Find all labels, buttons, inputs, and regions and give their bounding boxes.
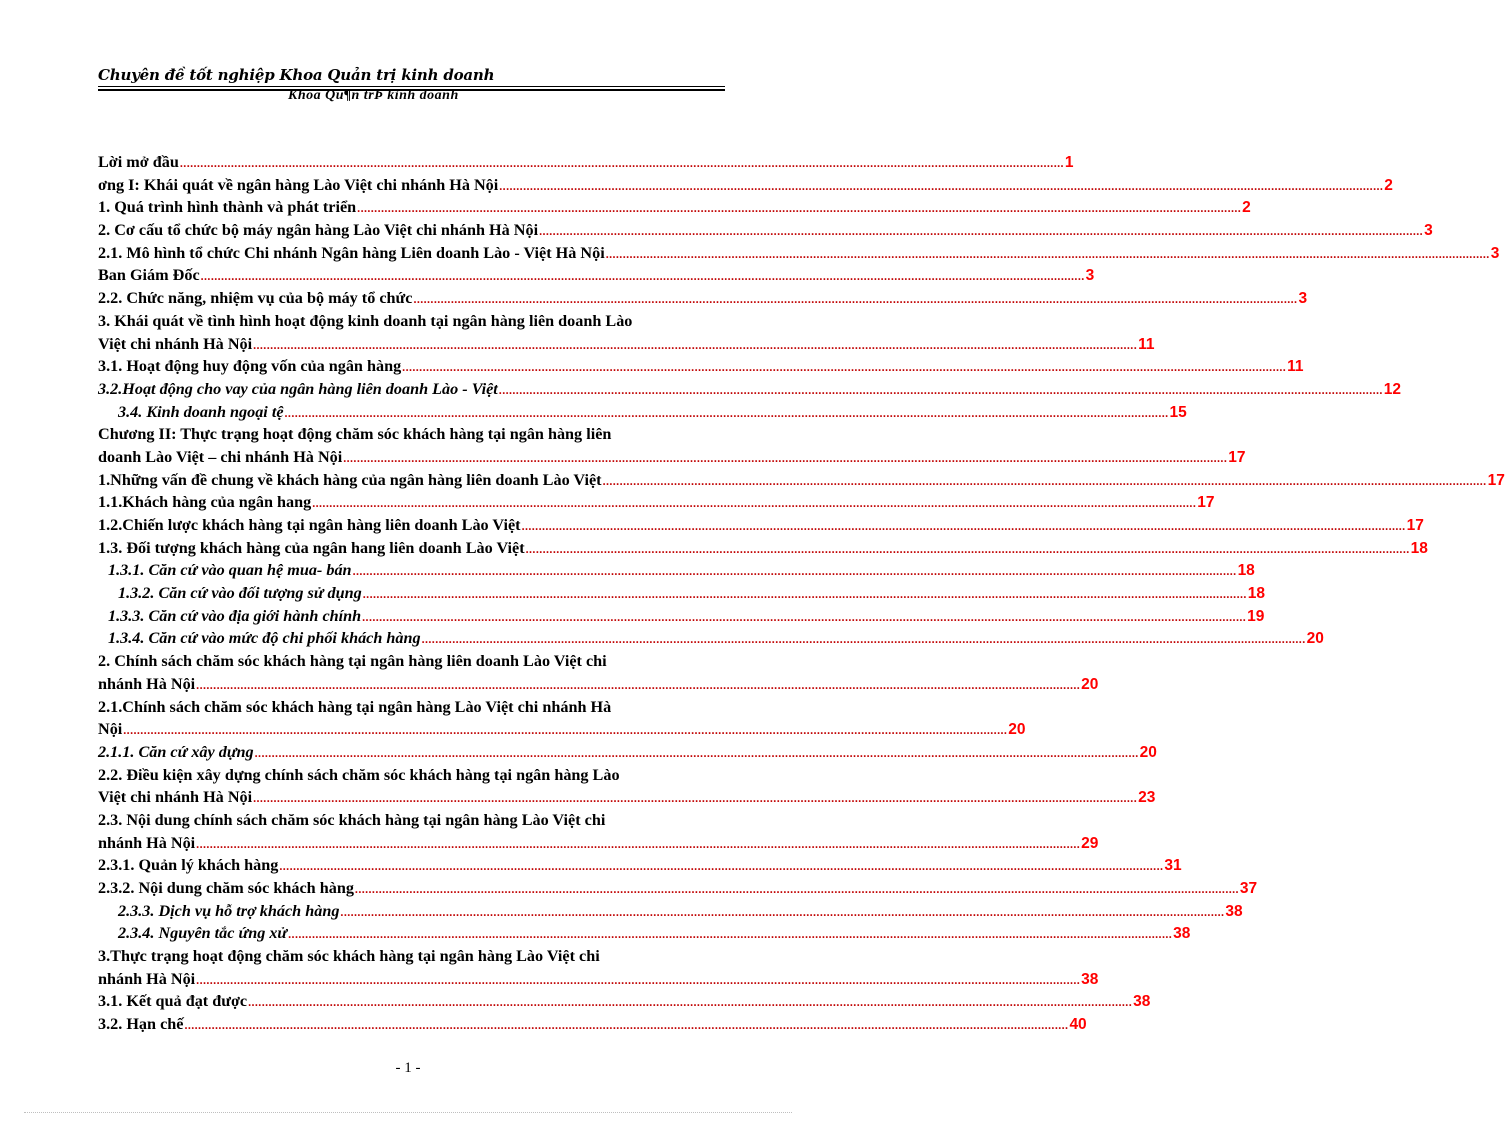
toc-dot-leader: .................................................................................................................................................................................................................................................................... <box>362 609 1247 624</box>
header-subtitle: Khoa Qu¶n trÞ kinh doanh <box>288 88 459 103</box>
toc-page-number: 20 <box>1139 743 1157 761</box>
toc-dot-leader: .................................................................................................................................................................................................................................................................... <box>248 995 1133 1010</box>
toc-entry[interactable] <box>98 718 1026 741</box>
toc-entry[interactable] <box>98 582 1266 605</box>
toc-entry-title: nhánh Hà Nội <box>98 674 196 693</box>
toc-page-number: 17 <box>1228 448 1246 466</box>
toc-entry-title: Lời mở đầu <box>98 153 179 171</box>
toc-entry-title: 1.3.4. Căn cứ vào mức độ chi phối khách hàng <box>108 629 421 648</box>
toc-dot-leader: .................................................................................................................................................................................................................................................................... <box>279 859 1164 874</box>
toc-entry-title: 2.3.3. Dịch vụ hỗ trợ khách hàng <box>118 901 340 920</box>
toc-entry-title: ơng I: Khái quát về ngân hàng Lào Việt chi nhánh Hà Nội <box>98 175 499 194</box>
toc-dot-leader: .................................................................................................................................................................................................................................................................... <box>312 496 1197 511</box>
toc-page-number: 18 <box>1247 585 1266 603</box>
toc-dot-leader: .................................................................................................................................................................................................................................................................... <box>499 178 1384 193</box>
toc-dot-leader: .................................................................................................................................................................................................................................................................... <box>123 723 1008 738</box>
toc-entry[interactable] <box>98 219 1433 242</box>
toc-page-number: 38 <box>1133 993 1151 1011</box>
toc-page-number: 29 <box>1081 834 1099 852</box>
toc-entry-title: 2.3. Nội dung chính sách chăm sóc khách hàng tại ngân hàng Lào Việt chi <box>98 810 606 829</box>
toc-entry-title: 2.3.1. Quản lý khách hàng <box>98 856 279 875</box>
toc-entry[interactable] <box>98 650 700 673</box>
toc-entry[interactable] <box>98 333 1155 356</box>
toc-page-number: 38 <box>1173 925 1191 943</box>
header-title: Chuyên đề tốt nghiệp Khoa Quản trị kinh doanh <box>98 66 495 84</box>
toc-page-number: 40 <box>1069 1016 1087 1034</box>
toc-page-number: 12 <box>1383 380 1402 398</box>
toc-page-number: 2 <box>1242 199 1251 217</box>
toc-page-number: 20 <box>1306 630 1324 648</box>
toc-entry-title: 1.Những vấn đề chung về khách hàng của ngân hàng liên doanh Lào Việt <box>98 470 602 489</box>
toc-entry[interactable] <box>98 559 1255 582</box>
toc-page-number: 17 <box>1197 494 1215 512</box>
toc-dot-leader: .................................................................................................................................................................................................................................................................... <box>184 1018 1069 1033</box>
toc-page-number: 3 <box>1424 222 1433 240</box>
toc-entry-title: Ban Giám Đốc <box>98 266 200 285</box>
toc-entry-title: nhánh Hà Nội <box>98 969 196 988</box>
toc-entry[interactable] <box>98 990 1151 1013</box>
toc-entry[interactable] <box>98 764 700 787</box>
toc-entry[interactable] <box>98 741 1157 764</box>
toc-entry-title: 2.1.1. Căn cứ xây dựng <box>98 742 254 761</box>
toc-page-number: 2 <box>1384 176 1393 194</box>
page-bottom-border <box>24 1112 792 1113</box>
toc-dot-leader: .................................................................................................................................................................................................................................................................... <box>288 927 1173 942</box>
toc-entry-title: 3.4. Kinh doanh ngoại tệ <box>118 402 284 421</box>
toc-entry[interactable] <box>98 446 1246 469</box>
toc-dot-leader: .................................................................................................................................................................................................................................................................... <box>525 541 1410 556</box>
toc-entry[interactable] <box>98 809 700 832</box>
toc-page-number: 3 <box>1490 244 1500 262</box>
toc-entry-title: 2.2. Chức năng, nhiệm vụ của bộ máy tổ chức <box>98 289 413 308</box>
toc-entry-title: 3.2.Hoạt động cho vay của ngân hàng liên doanh Lào - Việt <box>98 379 498 398</box>
toc-entry-title: 3.Thực trạng hoạt động chăm sóc khách hàng tại ngân hàng Lào Việt chi <box>98 947 600 966</box>
toc-entry[interactable] <box>98 854 1182 877</box>
toc-entry-title: Nội <box>98 720 123 739</box>
toc-entry-title: 2. Chính sách chăm sóc khách hàng tại ngân hàng liên doanh Lào Việt chi <box>98 652 607 671</box>
toc-entry-title: 1.3.1. Căn cứ vào quan hệ mua- bán <box>108 561 352 580</box>
toc-entry-title: 1.2.Chiến lược khách hàng tại ngân hàng liên doanh Lào Việt <box>98 516 521 534</box>
table-of-contents <box>98 151 1505 1036</box>
toc-entry[interactable] <box>98 900 1243 923</box>
toc-entry[interactable] <box>98 469 1505 492</box>
toc-entry[interactable] <box>98 1013 1087 1036</box>
toc-page-number: 31 <box>1164 857 1182 875</box>
toc-entry-title: 1.1.Khách hàng của ngân hang <box>98 493 312 512</box>
toc-entry[interactable] <box>98 401 1187 424</box>
toc-entry[interactable] <box>98 491 1215 514</box>
toc-page-number: 11 <box>1138 335 1155 353</box>
toc-entry-title: 3.1. Hoạt động huy động vốn của ngân hàng <box>98 357 402 376</box>
toc-dot-leader: .................................................................................................................................................................................................................................................................... <box>200 269 1085 284</box>
toc-page-number: 38 <box>1225 902 1243 920</box>
toc-dot-leader: .................................................................................................................................................................................................................................................................... <box>196 972 1081 987</box>
toc-entry[interactable] <box>98 627 1324 650</box>
toc-dot-leader: .................................................................................................................................................................................................................................................................... <box>402 360 1287 375</box>
toc-dot-leader: .................................................................................................................................................................................................................................................................... <box>413 292 1298 307</box>
toc-entry-title: 1.3.2. Căn cứ vào đối tượng sử dụng <box>118 584 362 603</box>
toc-dot-leader: .................................................................................................................................................................................................................................................................... <box>352 564 1237 579</box>
header-rule-thin <box>98 86 725 87</box>
toc-page-number: 38 <box>1081 970 1099 988</box>
toc-dot-leader: .................................................................................................................................................................................................................................................................... <box>354 882 1239 896</box>
toc-entry-title: 3.2. Hạn chế <box>98 1015 184 1034</box>
toc-entry[interactable] <box>98 355 1304 378</box>
toc-page-number: 20 <box>1081 675 1099 693</box>
toc-entry-title: Chương II: Thực trạng hoạt động chăm sóc khách hàng tại ngân hàng liên <box>98 425 612 444</box>
toc-page-number: 3 <box>1085 267 1095 285</box>
toc-page-number: 15 <box>1169 403 1187 421</box>
toc-entry[interactable] <box>98 877 1258 900</box>
toc-dot-leader: .................................................................................................................................................................................................................................................................... <box>362 587 1247 602</box>
toc-dot-leader: .................................................................................................................................................................................................................................................................... <box>254 745 1139 760</box>
toc-entry-title: 1. Quá trình hình thành và phát triển <box>98 198 357 217</box>
toc-entry-title: 2.1. Mô hình tổ chức Chi nhánh Ngân hàng Liên doanh Lào - Việt Hà Nội <box>98 243 605 262</box>
toc-entry-title: 2.1.Chính sách chăm sóc khách hàng tại ngân hàng Lào Việt chi nhánh Hà <box>98 697 612 716</box>
toc-dot-leader: .................................................................................................................................................................................................................................................................... <box>357 201 1242 216</box>
toc-entry[interactable] <box>98 945 700 968</box>
toc-dot-leader: .................................................................................................................................................................................................................................................................... <box>253 337 1138 352</box>
toc-entry[interactable] <box>98 832 1099 855</box>
toc-page-number: 3 <box>1298 290 1308 308</box>
toc-dot-leader: .................................................................................................................................................................................................................................................................... <box>196 836 1081 851</box>
toc-page-number: 17 <box>1487 471 1505 489</box>
toc-dot-leader: .................................................................................................................................................................................................................................................................... <box>521 519 1406 533</box>
toc-entry-title: 1.3. Đối tượng khách hàng của ngân hang liên doanh Lào Việt <box>98 538 525 557</box>
toc-dot-leader: .................................................................................................................................................................................................................................................................... <box>602 473 1487 488</box>
toc-page-number: 11 <box>1287 358 1304 376</box>
toc-entry[interactable] <box>98 310 700 333</box>
toc-entry[interactable] <box>98 264 1095 287</box>
toc-dot-leader: .................................................................................................................................................................................................................................................................... <box>539 224 1424 239</box>
toc-entry[interactable] <box>98 514 1424 537</box>
toc-entry[interactable] <box>98 287 1308 310</box>
toc-entry-title: doanh Lào Việt – chi nhánh Hà Nội <box>98 447 343 466</box>
toc-page-number: 18 <box>1410 539 1428 557</box>
toc-entry[interactable] <box>98 922 1191 945</box>
toc-entry-title: 2.3.2. Nội dung chăm sóc khách hàng <box>98 879 354 897</box>
toc-entry[interactable] <box>98 537 1428 560</box>
toc-entry[interactable] <box>98 174 1393 197</box>
toc-entry[interactable] <box>98 696 700 719</box>
toc-dot-leader: .................................................................................................................................................................................................................................................................... <box>498 382 1383 397</box>
toc-entry[interactable] <box>98 242 1500 265</box>
toc-entry[interactable] <box>98 196 1251 219</box>
toc-entry[interactable] <box>98 605 1265 628</box>
toc-dot-leader: .................................................................................................................................................................................................................................................................... <box>343 450 1228 465</box>
toc-dot-leader: .................................................................................................................................................................................................................................................................... <box>179 156 1064 170</box>
toc-page-number: 20 <box>1008 721 1026 739</box>
toc-dot-leader: .................................................................................................................................................................................................................................................................... <box>421 632 1306 647</box>
toc-dot-leader: .................................................................................................................................................................................................................................................................... <box>605 246 1490 261</box>
toc-page-number: 17 <box>1406 517 1424 534</box>
toc-entry-title: 3.1. Kết quả đạt được <box>98 992 248 1011</box>
toc-entry[interactable] <box>98 968 1099 991</box>
toc-page-number: 19 <box>1247 607 1265 625</box>
toc-page-number: 23 <box>1138 789 1156 807</box>
page-number: - 1 - <box>395 1060 421 1076</box>
toc-dot-leader: .................................................................................................................................................................................................................................................................... <box>253 791 1138 806</box>
toc-dot-leader: .................................................................................................................................................................................................................................................................... <box>196 677 1081 692</box>
toc-entry[interactable] <box>98 423 700 446</box>
toc-entry-title: 2. Cơ cấu tổ chức bộ máy ngân hàng Lào Việt chi nhánh Hà Nội <box>98 221 539 240</box>
toc-page-number: 18 <box>1237 562 1255 580</box>
toc-page-number: 37 <box>1239 880 1258 897</box>
toc-page-number: 1 <box>1064 154 1074 171</box>
toc-entry[interactable] <box>98 151 1074 174</box>
toc-entry[interactable] <box>98 673 1099 696</box>
toc-entry[interactable] <box>98 786 1156 809</box>
toc-entry[interactable] <box>98 378 1402 401</box>
toc-dot-leader: .................................................................................................................................................................................................................................................................... <box>284 405 1169 420</box>
toc-entry-title: 2.3.4. Nguyên tắc ứng xử <box>118 924 288 943</box>
toc-entry-title: 2.2. Điều kiện xây dựng chính sách chăm sóc khách hàng tại ngân hàng Lào <box>98 765 620 784</box>
toc-dot-leader: .................................................................................................................................................................................................................................................................... <box>340 904 1225 919</box>
toc-entry-title: Việt chi nhánh Hà Nội <box>98 788 253 807</box>
toc-entry-title: nhánh Hà Nội <box>98 833 196 852</box>
toc-entry-title: Việt chi nhánh Hà Nội <box>98 334 253 353</box>
toc-entry-title: 3. Khái quát về tình hình hoạt động kinh doanh tại ngân hàng liên doanh Lào <box>98 311 633 330</box>
toc-entry-title: 1.3.3. Căn cứ vào địa giới hành chính <box>108 606 362 625</box>
